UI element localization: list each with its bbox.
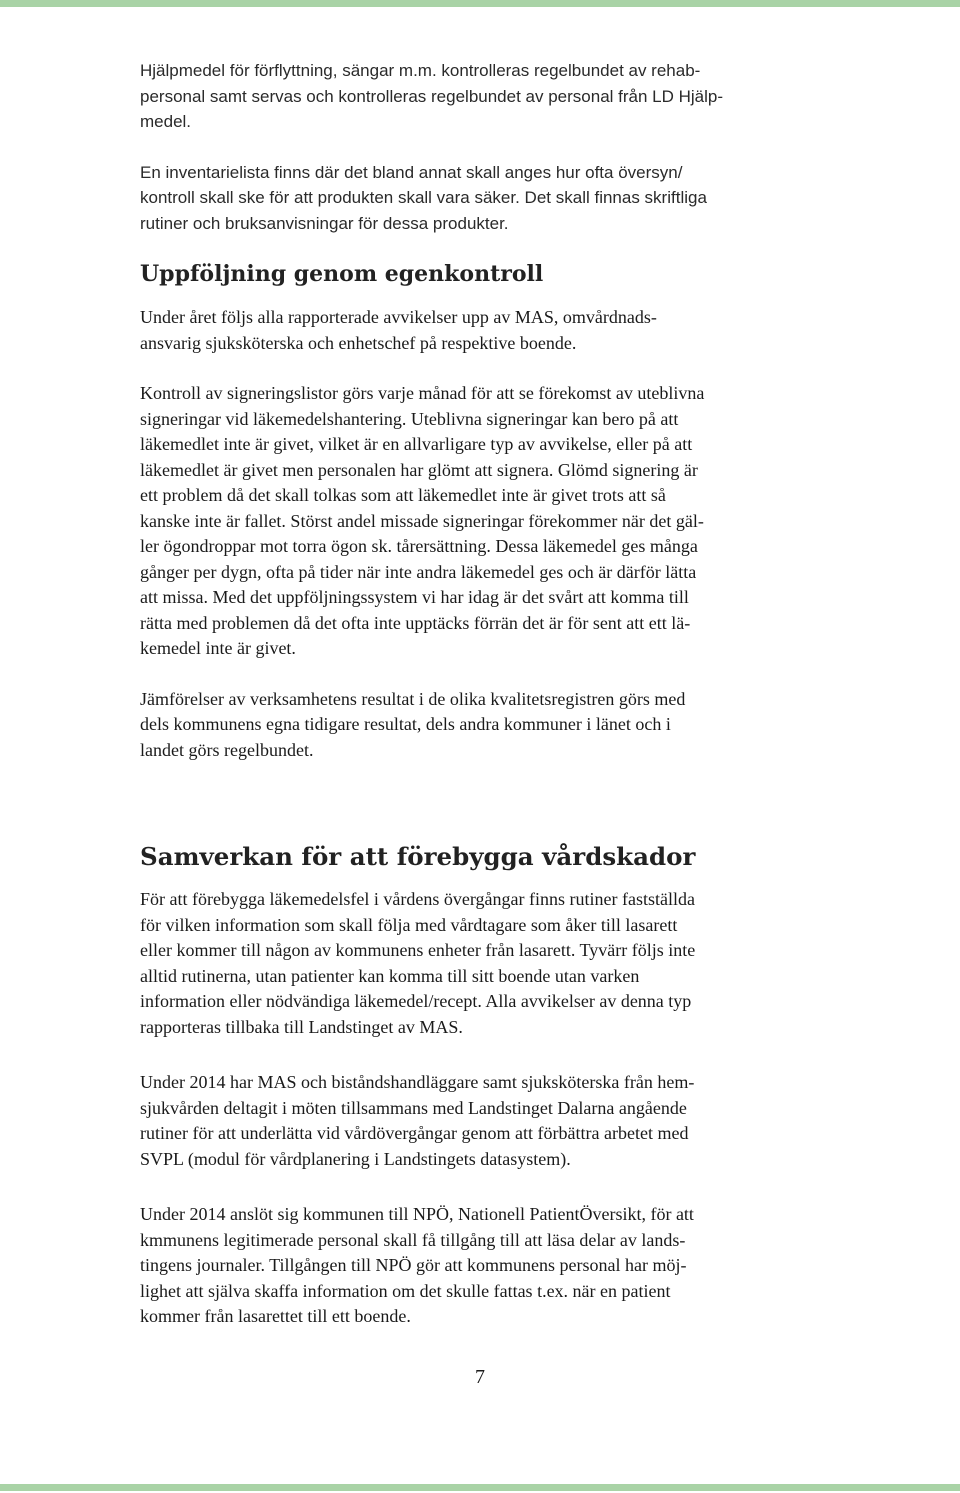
text-line: Under 2014 anslöt sig kommunen till NPÖ, Nationell PatientÖversikt, för att (140, 1204, 694, 1224)
text-line: rapporteras tillbaka till Landstinget av MAS. (140, 1016, 463, 1037)
paragraph-medication-errors (140, 887, 830, 1040)
text-line: ler ögondroppar mot torra ögon sk. tårersättning. Dessa läkemedel ges många (140, 536, 698, 556)
text-line: att missa. Med det uppföljningssystem vi har idag är det svårt att komma till (140, 587, 689, 607)
text-line: Hjälpmedel för förflyttning, sängar m.m. kontrolleras regelbundet av rehab- (140, 61, 701, 80)
text-line: Jämförelser av verksamhetens resultat i de olika kvalitetsregistren görs med (140, 688, 686, 709)
text-line: rutiner och bruksanvisningar för dessa produkter. (140, 213, 509, 233)
text-line: Under 2014 har MAS och biståndshandläggare samt sjuksköterska från hem- (140, 1072, 695, 1092)
text-line: sjukvården deltagit i möten tillsammans med Landstinget Dalarna angående (140, 1097, 687, 1118)
paragraph-inventory-list (140, 160, 830, 237)
text-line: kommer från lasarettet till ett boende. (140, 1306, 411, 1326)
text-line: alltid rutinerna, utan patienter kan komma till sitt boende utan varken (140, 965, 640, 986)
bottom-decorative-band (0, 1484, 960, 1491)
text-line: En inventarielista finns där det bland annat skall anges hur ofta översyn/ (140, 162, 683, 182)
text-line: dels kommunens egna tidigare resultat, dels andra kommuner i länet och i (140, 714, 671, 734)
text-line: läkemedlet är givet men personalen har glömt att signera. Glömd signering är (140, 459, 698, 480)
top-decorative-band (0, 0, 960, 7)
text-line: gånger per dygn, ofta på tider när inte andra läkemedel ges och är därför lätta (140, 561, 697, 582)
text-line: personal samt servas och kontrolleras regelbundet av personal från LD Hjälp- (140, 86, 724, 106)
text-line: läkemedlet inte är givet, vilket är en allvarligare typ av avvikelse, eller på att (140, 434, 693, 454)
text-line: kemedel inte är givet. (140, 638, 296, 658)
heading-collaboration: Samverkan för att förebygga vårdskador (140, 842, 696, 871)
document-page (140, 58, 830, 1330)
text-line: landet görs regelbundet. (140, 739, 314, 760)
text-line: för vilken information som skall följa med vårdtagare som åker till lasarett (140, 914, 678, 935)
text-line: kanske inte är fallet. Störst andel missade signeringar förekommer när det gäl- (140, 510, 704, 531)
paragraph-meetings-2014 (140, 1070, 830, 1172)
text-line: kmmunens legitimerade personal skall få tillgång till att läsa delar av lands- (140, 1229, 686, 1250)
paragraph-npo (140, 1202, 830, 1330)
paragraph-assistive-devices (140, 58, 830, 135)
text-line: information eller nödvändiga läkemedel/recept. Alla avvikelser av denna typ (140, 991, 692, 1011)
text-line: kontroll skall ske för att produkten skall vara säker. Det skall finnas skriftliga (140, 188, 707, 207)
text-line: Kontroll av signeringslistor görs varje månad för att se förekomst av uteblivna (140, 383, 705, 403)
heading-self-monitoring: Uppföljning genom egenkontroll (140, 261, 544, 287)
text-line: ansvarig sjuksköterska och enhetschef på respektive boende. (140, 332, 577, 353)
text-line: ett problem då det skall tolkas som att läkemedlet inte är givet trots att så (140, 485, 666, 505)
text-line: Under året följs alla rapporterade avvikelser upp av MAS, omvårdnads- (140, 307, 657, 327)
text-line: rutiner för att underlätta vid vårdövergångar genom att förbättra arbetet med (140, 1123, 689, 1143)
text-line: lighet att själva skaffa information om det skulle fattas t.ex. när en patient (140, 1280, 671, 1301)
paragraph-deviation-followup (140, 305, 830, 356)
paragraph-quality-registers (140, 687, 830, 764)
text-line: signeringar vid läkemedelshantering. Uteblivna signeringar kan bero på att (140, 408, 679, 429)
paragraph-signing-lists (140, 381, 830, 662)
page-number: 7 (475, 1366, 485, 1388)
text-line: SVPL (modul för vårdplanering i Landstingets datasystem). (140, 1148, 571, 1169)
text-line: rätta med problemen då det ofta inte upptäcks förrän det är för sent att ett lä- (140, 612, 691, 633)
text-line: För att förebygga läkemedelsfel i vårdens övergångar finns rutiner fastställda (140, 889, 695, 909)
text-line: tingens journaler. Tillgången till NPÖ gör att kommunens personal har möj- (140, 1255, 687, 1275)
text-line: eller kommer till någon av kommunens enheter från lasarett. Tyvärr följs inte (140, 940, 696, 960)
text-line: medel. (140, 112, 192, 131)
